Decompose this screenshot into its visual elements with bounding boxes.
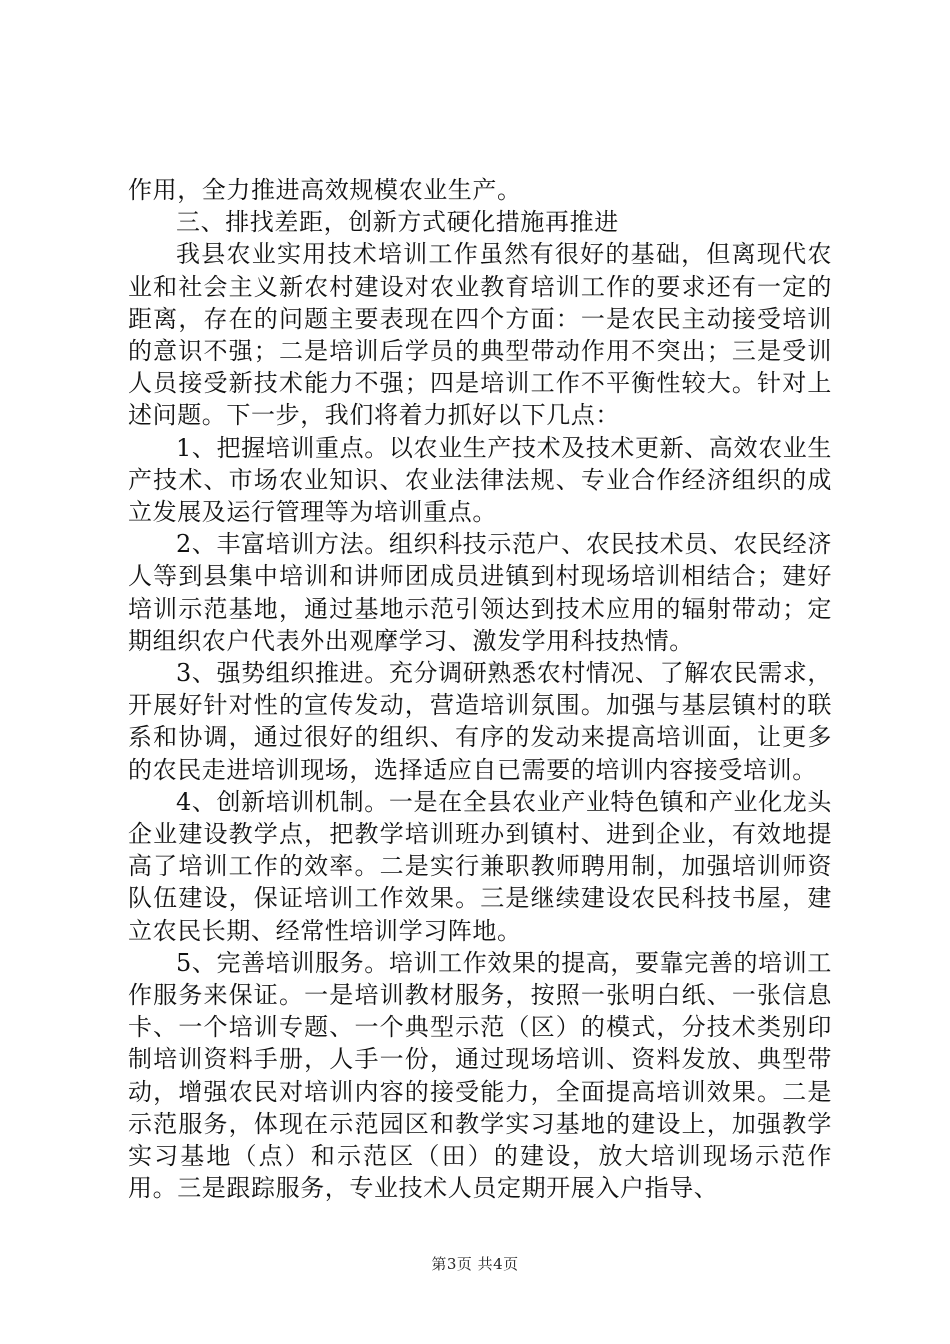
paragraph-item-1: 1、把握培训重点。以农业生产技术及技术更新、高效农业生产技术、市场农业知识、农业法律法规、专业合作经济组织的成立发展及运行管理等为培训重点。	[128, 433, 832, 527]
section-heading-3: 三、排找差距，创新方式硬化措施再推进	[176, 208, 619, 237]
paragraph-item-2: 2、丰富培训方法。组织科技示范户、农民技术员、农民经济人等到县集中培训和讲师团成员进镇到村现场培训相结合；建好培训示范基地，通过基地示范引领达到技术应用的辐射带动；定期组织农户代表外出观摩学习、激发学用科技热情。	[128, 530, 832, 655]
paragraph-item-4: 4、创新培训机制。一是在全县农业产业特色镇和产业化龙头企业建设教学点，把教学培训班办到镇村、进到企业，有效地提高了培训工作的效率。二是实行兼职教师聘用制，加强培训师资队伍建设，保证培训工作效果。三是继续建设农民科技书屋，建立农民长期、经常性培训学习阵地。	[128, 787, 832, 945]
page-number-footer: 第3页 共4页	[431, 1255, 519, 1273]
paragraph-continuation: 作用，全力推进高效规模农业生产。	[128, 176, 522, 204]
document-body	[128, 174, 832, 1205]
paragraph-problems: 我县农业实用技术培训工作虽然有很好的基础，但离现代农业和社会主义新农村建设对农业教育培训工作的要求还有一定的距离，存在的问题主要表现在四个方面：一是农民主动接受培训的意识不强；二是培训后学员的典型带动作用不突出；三是受训人员接受新技术能力不强；四是培训工作不平衡性较大。针对上述问题。下一步，我们将着力抓好以下几点：	[128, 240, 832, 430]
paragraph-item-3: 3、强势组织推进。充分调研熟悉农村情况、了解农民需求，开展好针对性的宣传发动，营造培训氛围。加强与基层镇村的联系和协调，通过很好的组织、有序的发动来提高培训面，让更多的农民走进培训现场，选择适应自已需要的培训内容接受培训。	[128, 659, 832, 784]
paragraph-item-5: 5、完善培训服务。培训工作效果的提高，要靠完善的培训工作服务来保证。一是培训教材服务，按照一张明白纸、一张信息卡、一个培训专题、一个典型示范（区）的模式，分技术类别印制培训资料手册，人手一份，通过现场培训、资料发放、典型带动，增强农民对培训内容的接受能力，全面提高培训效果。二是示范服务，体现在示范园区和教学实习基地的建设上，加强教学实习基地（点）和示范区（田）的建设，放大培训现场示范作用。三是跟踪服务，专业技术人员定期开展入户指导、	[128, 948, 832, 1203]
